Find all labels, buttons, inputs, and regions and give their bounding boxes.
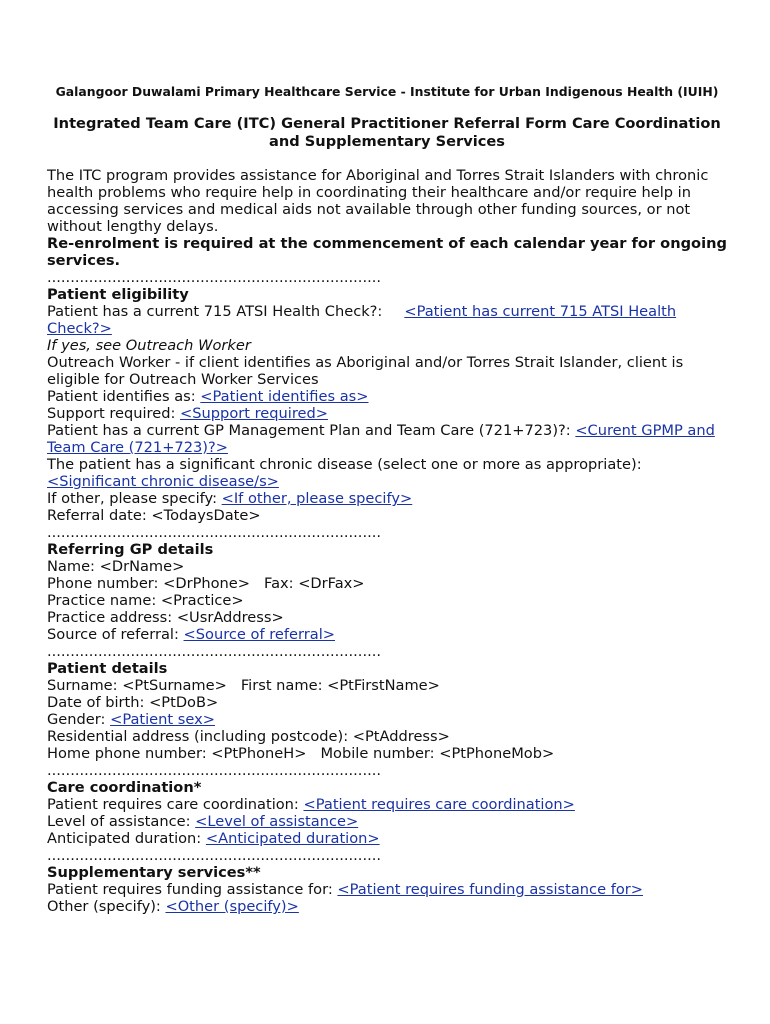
section-divider: ........................................................................ — [47, 847, 382, 864]
patient-gender-row — [47, 711, 727, 728]
referral-date: Referral date: <TodaysDate> — [47, 507, 261, 524]
support-label: Support required: — [47, 405, 176, 422]
patient-dob: Date of birth: <PtDoB> — [47, 694, 219, 711]
patient-firstname: First name: <PtFirstName> — [240, 677, 440, 694]
section-divider: ........................................................................ — [47, 524, 382, 541]
form-title: Integrated Team Care (ITC) General Practitioner Referral Form Care Coordination and Supplementary Services — [53, 115, 721, 150]
care-level-field[interactable]: <Level of assistance> — [195, 813, 359, 830]
atsi-health-check-row — [47, 303, 727, 337]
gp-phone: Phone number: <DrPhone> — [47, 575, 251, 592]
funding-row — [47, 881, 727, 898]
patient-address: Residential address (including postcode): <PtAddress> — [47, 728, 450, 745]
gpmp-row — [47, 422, 727, 456]
care-requires-label: Patient requires care coordination: — [47, 796, 299, 813]
patient-name-row — [47, 677, 727, 694]
patient-mobile: Mobile number: <PtPhoneMob> — [320, 745, 555, 762]
outreach-worker-note: Outreach Worker - if client identifies as Aboriginal and/or Torres Strait Islander, client is eligible for Outreach Worker Services — [47, 354, 684, 388]
referral-form-page — [47, 84, 727, 915]
if-yes-note: If yes, see Outreach Worker — [47, 337, 251, 354]
care-duration-field[interactable]: <Anticipated duration> — [205, 830, 380, 847]
organisation-header: Galangoor Duwalami Primary Healthcare Service - Institute for Urban Indigenous Health (IUIH) — [55, 84, 719, 99]
gpmp-label: Patient has a current GP Management Plan and Team Care (721+723)?: — [47, 422, 571, 439]
section-divider: ........................................................................ — [47, 269, 382, 286]
patient-home-phone: Home phone number: <PtPhoneH> — [47, 745, 307, 762]
supplementary-heading: Supplementary services** — [47, 864, 261, 881]
care-duration-row — [47, 830, 727, 847]
re-enrolment-notice: Re-enrolment is required at the commencement of each calendar year for ongoing services. — [47, 235, 727, 269]
care-duration-label: Anticipated duration: — [47, 830, 202, 847]
intro-paragraph: The ITC program provides assistance for Aboriginal and Torres Strait Islanders with chronic health problems who require help in coordinating their healthcare and/or require help in accessing services and medical aids not available through other funding sources, or not without lengthy delays. — [47, 167, 709, 235]
atsi-health-check-field[interactable]: <Patient has current 715 ATSI Health Check?> — [47, 303, 677, 337]
funding-field[interactable]: <Patient requires funding assistance for> — [337, 881, 643, 898]
other-services-field[interactable]: <Other (specify)> — [165, 898, 299, 915]
gp-name: Name: <DrName> — [47, 558, 185, 575]
chronic-disease-field[interactable]: <Significant chronic disease/s> — [47, 473, 279, 490]
care-requires-row — [47, 796, 727, 813]
gp-phone-fax-row — [47, 575, 727, 592]
chronic-disease-label: The patient has a significant chronic disease (select one or more as appropriate): — [47, 456, 642, 473]
eligibility-heading: Patient eligibility — [47, 286, 189, 303]
gp-practice-name: Practice name: <Practice> — [47, 592, 244, 609]
form-body — [47, 167, 727, 915]
section-divider: ........................................................................ — [47, 762, 382, 779]
section-divider: ........................................................................ — [47, 643, 382, 660]
gpmp-field[interactable]: <Curent GPMP and Team Care (721+723)?> — [47, 422, 715, 456]
care-heading: Care coordination* — [47, 779, 202, 796]
other-services-label: Other (specify): — [47, 898, 161, 915]
gp-practice-address: Practice address: <UsrAddress> — [47, 609, 284, 626]
identifies-row — [47, 388, 727, 405]
referral-source-field[interactable]: <Source of referral> — [183, 626, 335, 643]
gp-heading: Referring GP details — [47, 541, 214, 558]
referral-source-label: Source of referral: — [47, 626, 179, 643]
care-level-row — [47, 813, 727, 830]
atsi-health-check-label: Patient has a current 715 ATSI Health Check?: — [47, 303, 383, 320]
gp-fax: Fax: <DrFax> — [264, 575, 365, 592]
patient-gender-field[interactable]: <Patient sex> — [110, 711, 215, 728]
identifies-label: Patient identifies as: — [47, 388, 196, 405]
patient-heading: Patient details — [47, 660, 168, 677]
support-row — [47, 405, 727, 422]
other-specify-row — [47, 490, 727, 507]
support-field[interactable]: <Support required> — [180, 405, 328, 422]
other-services-row — [47, 898, 727, 915]
care-level-label: Level of assistance: — [47, 813, 191, 830]
funding-label: Patient requires funding assistance for: — [47, 881, 333, 898]
identifies-field[interactable]: <Patient identifies as> — [200, 388, 369, 405]
patient-gender-label: Gender: — [47, 711, 106, 728]
referral-source-row — [47, 626, 727, 643]
other-specify-field[interactable]: <If other, please specify> — [221, 490, 413, 507]
other-specify-label: If other, please specify: — [47, 490, 217, 507]
patient-surname: Surname: <PtSurname> — [47, 677, 227, 694]
care-requires-field[interactable]: <Patient requires care coordination> — [303, 796, 575, 813]
patient-phone-row — [47, 745, 727, 762]
